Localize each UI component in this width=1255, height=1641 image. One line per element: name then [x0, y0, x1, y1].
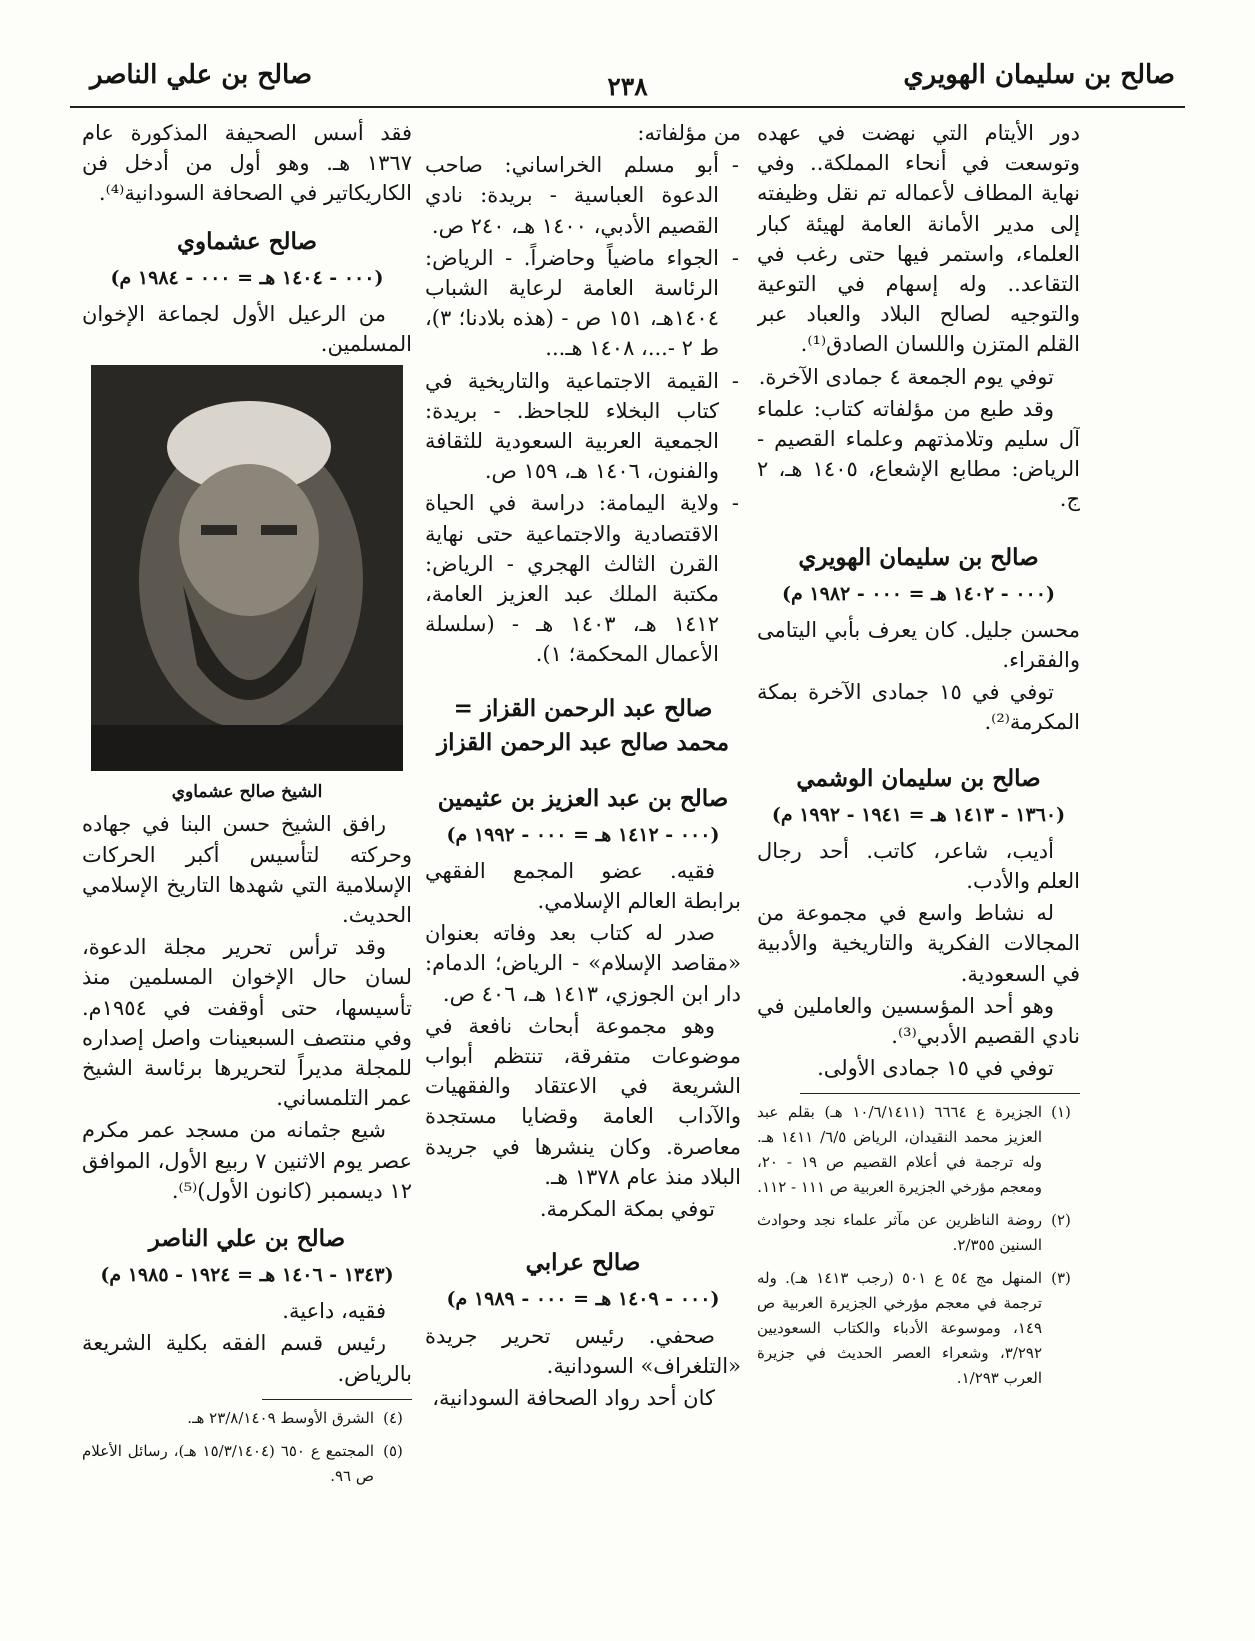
- paragraph: من الرعيل الأول لجماعة الإخوان المسلمين.: [82, 301, 412, 357]
- paragraph: دور الأيتام التي نهضت في عهده وتوسعت في أنحاء المملكة.. وفي نهاية المطاف لأعماله تم نقل وظيفته إلى مدير الأمانة العامة لهيئة كبار العلماء، واستمر فيها حتى رغب في التقاعد.. وله إسهام في التوعية والتوجيه لصالح البلاد والعباد عبر القلم المتزن واللسان الصادق⁽¹⁾.: [757, 121, 1080, 357]
- portrait-photo: [91, 365, 403, 771]
- paragraph: توفي في ١٥ جمادى الآخرة بمكة المكرمة⁽²⁾.: [757, 680, 1080, 735]
- entry-dates: (١٣٦٠ - ١٤١٣ هـ = ١٩٤١ - ١٩٩٢ م): [771, 803, 1066, 826]
- footnote-text: المنهل مج ٥٤ ع ٥٠١ (رجب ١٤١٣ هـ). وله ترجمة في معجم مؤرخي الجزيرة العربية ص ١٤٩، وموسوعة الأدباء والكتاب السعوديين ٣/٢٩٢، وشعراء العصر الحديث في جزيرة العرب ١/٢٩٣.: [757, 1269, 1042, 1388]
- entry-title: صالح عشماوي: [176, 227, 318, 255]
- paragraph: توفي يوم الجمعة ٤ جمادى الآخرة.: [758, 364, 1054, 389]
- entry-dates: (٠٠٠ - ١٤٠٩ هـ = ٠٠٠ - ١٩٨٩ م): [446, 1288, 720, 1311]
- paragraph: شيع جثمانه من مسجد عمر مكرم عصر يوم الاثنين ٧ ربيع الأول، الموافق ١٢ ديسمبر (كانون الأول)⁽⁵⁾.: [82, 1118, 412, 1203]
- footnote-rule: [262, 1399, 412, 1400]
- entry-dates: (٠٠٠ - ١٤١٢ هـ = ٠٠٠ - ١٩٩٢ م): [446, 823, 720, 846]
- footnote-number: (١): [1051, 1103, 1071, 1122]
- entry-dates: (١٣٤٣ - ١٤٠٦ هـ = ١٩٢٤ - ١٩٨٥ م): [100, 1264, 394, 1287]
- paragraph: فقد أسس الصحيفة المذكورة عام ١٣٦٧ هـ. وهو أول من أدخل فن الكاريكاتير في الصحافة السودانية⁽⁴⁾.: [82, 121, 412, 206]
- bibliography-item: - القيمة الاجتماعية والتاريخية في كتاب البخلاء للجاحظ. - بريدة: الجمعية العربية السعودية للثقافة والفنون، ١٤٠٦ هـ، ١٥٩ ص.: [425, 366, 741, 487]
- footnote-rule: [800, 1093, 1080, 1094]
- footnote-number: (٣): [1051, 1269, 1071, 1288]
- paragraph: فقيه. عضو المجمع الفقهي برابطة العالم الإسلامي.: [425, 858, 741, 914]
- footnote-text: روضة الناظرين عن مآثر علماء نجد وحوادث السنين ٢/٣٥٥.: [757, 1211, 1042, 1255]
- paragraph: محسن جليل. كان يعرف بأبي اليتامى والفقراء.: [757, 617, 1080, 673]
- paragraph: وقد ترأس تحرير مجلة الدعوة، لسان حال الإخوان المسلمين منذ تأسيسها، حتى أوقفت في ١٩٥٤م. وفي منتصف السبعينات واصل إصداره للمجلة مديراً لتحريرها برئاسة الشيخ عمر التلمساني.: [82, 935, 412, 1111]
- bibliography-item: - ولاية اليمامة: دراسة في الحياة الاقتصادية والاجتماعية حتى نهاية القرن الثالث الهجري - الرياض: مكتبة الملك عبد العزيز العامة، ١٤١٢ هـ، ١٤٠٣ هـ - (سلسلة الأعمال المحكمة؛ ١).: [425, 488, 741, 669]
- running-head-left: صالح بن علي الناصر: [90, 60, 313, 90]
- footnote-text: الشرق الأوسط ٢٣/٨/١٤٠٩ هـ.: [187, 1408, 374, 1427]
- running-header: [70, 54, 1185, 108]
- entry-title: صالح عرابي: [525, 1249, 641, 1277]
- column-left: [82, 118, 412, 1628]
- paragraph: أديب، شاعر، كاتب. أحد رجال العلم والأدب.: [757, 838, 1080, 894]
- entry-dates: (٠٠٠ - ١٤٠٢ هـ = ٠٠٠ - ١٩٨٢ م): [782, 582, 1055, 605]
- paragraph: فقيه، داعية.: [282, 1299, 386, 1324]
- footnote: [757, 1266, 1080, 1391]
- entry-title: صالح بن سليمان الهويري: [798, 543, 1039, 571]
- column-right: [757, 118, 1080, 1628]
- entry-dates: (٠٠٠ - ١٤٠٤ هـ = ٠٠٠ - ١٩٨٤ م): [110, 266, 384, 289]
- bibliography-item: - الجواء ماضياً وحاضراً. - الرياض: الرئاسة العامة لرعاية الشباب ١٤٠٤هـ، ١٥١ ص - (هذه بلادنا؛ ٣)، ط ٢ -...، ١٤٠٨ هـ...: [425, 243, 741, 364]
- photo-caption: الشيخ صالح عشماوي: [171, 782, 323, 803]
- bibliography-item: - أبو مسلم الخراساني: صاحب الدعوة العباسية - بريدة: نادي القصيم الأدبي، ١٤٠٠ هـ، ٢٤٠ ص.: [425, 150, 741, 241]
- paragraph: توفي بمكة المكرمة.: [539, 1197, 715, 1222]
- entry-title: صالح بن علي الناصر: [148, 1225, 346, 1253]
- paragraph: له نشاط واسع في مجموعة من المجالات الفكرية والتاريخية والأدبية في السعودية.: [757, 901, 1080, 986]
- footnote-number: (٢): [1051, 1211, 1071, 1230]
- paragraph: وهو مجموعة أبحاث نافعة في موضوعات متفرقة، تنتظم أبواب الشريعة في الاعتقاد والفقهيات والآداب العامة وقضايا مستجدة معاصرة. وكان ينشرها في جريدة البلاد منذ عام ١٣٧٨ هـ.: [425, 1013, 741, 1189]
- paragraph: كان أحد رواد الصحافة السودانية،: [432, 1385, 715, 1410]
- paragraph: وقد طبع من مؤلفاته كتاب: علماء آل سليم وتلامذتهم وعلماء القصيم - الرياض: مطابع الإشعاع، ١٤٠٥ هـ، ٢ ج.: [757, 396, 1080, 512]
- paragraph: توفي في ١٥ جمادى الأولى.: [817, 1056, 1054, 1081]
- running-head-right: صالح بن سليمان الهويري: [903, 60, 1175, 90]
- footnote: [757, 1100, 1080, 1200]
- footnote-number: (٥): [383, 1441, 403, 1460]
- paragraph: صحفي. رئيس تحرير جريدة «التلغراف» السودانية.: [425, 1323, 741, 1378]
- paragraph: صدر له كتاب بعد وفاته بعنوان «مقاصد الإسلام» - الرياض؛ الدمام: دار ابن الجوزي، ١٤١٣ هـ، ٤٠٦ ص.: [425, 921, 741, 1006]
- paragraph: وهو أحد المؤسسين والعاملين في نادي القصيم الأدبي⁽³⁾.: [757, 993, 1080, 1049]
- footnote: [757, 1208, 1080, 1258]
- paragraph: من مؤلفاته:: [637, 121, 741, 145]
- footnote-number: (٤): [383, 1408, 403, 1427]
- entry-title: صالح عبد الرحمن القزاز = محمد صالح عبد الرحمن القزاز: [436, 694, 730, 756]
- entry-title: صالح بن سليمان الوشمي: [796, 764, 1041, 792]
- column-middle: [425, 118, 741, 1628]
- paragraph: رافق الشيخ حسن البنا في جهاده وحركته لتأسيس أكبر الحركات الإسلامية التي شهدها التاريخ الإسلامي الحديث.: [82, 812, 412, 928]
- footnote-text: الجزيرة ع ٦٦٦٤ (١٠/٦/١٤١١ هـ) بقلم عبد العزيز محمد النقيدان، الرياض ٦/٥/ ١٤١١ هـ. وله ترجمة في أعلام القصيم ص ١٩ - ٢٠، ومعجم مؤرخي الجزيرة العربية ص ١١١ - ١١٢.: [757, 1103, 1043, 1197]
- page-number: ٢٣٨: [607, 72, 648, 101]
- entry-title: صالح بن عبد العزيز بن عثيمين: [437, 784, 729, 812]
- paragraph: رئيس قسم الفقه بكلية الشريعة بالرياض.: [82, 1331, 412, 1386]
- footnote: [82, 1406, 412, 1431]
- footnote-text: المجتمع ع ٦٥٠ (١٥/٣/١٤٠٤ هـ)، رسائل الأعلام ص ٩٦.: [82, 1441, 375, 1485]
- footnote: [82, 1439, 412, 1489]
- portrait-illustration: [91, 365, 403, 771]
